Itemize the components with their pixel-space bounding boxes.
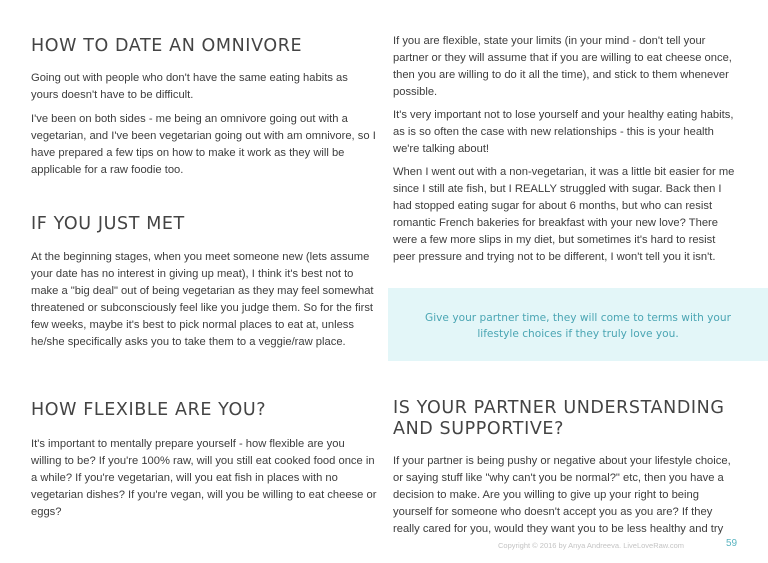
copyright-footer: Copyright © 2016 by Anya Andreeva. LiveLoveRaw.com [498,541,685,550]
paragraph-state-limits: If you are flexible, state your limits (in your mind - don't tell your partner or they will assume that if you are willing to eat cheese once, then you are willing to do it all the time), and stick to them whenever possible. [393,35,732,98]
paragraph-both-sides: I've been on both sides - me being an omnivore going out with a vegetarian, and I've been vegetarian going out with am omnivore, so I have prepared a few tips on how to make it work as they will be applicable for a raw foodie too. [31,113,376,176]
paragraph-non-vegetarian: When I went out with a non-vegetarian, it was a little bit easier for me since I still ate fish, but I REALLY struggled with sugar. Back then I had stopped eating sugar for about 6 months, but who can resist romantic French bakeries for breakfast with your new love? There were a few more slips in my diet, but sometimes it's hard to resist peer pressure and trying not to be different, I won't tell you it isn't. [393,166,735,263]
heading-if-you-just-met: IF YOU JUST MET [31,214,185,234]
callout-text: Give your partner time, they will come to terms with your lifestyle choices if they truly love you. [425,312,731,340]
heading-how-to-date-an-omnivore: HOW TO DATE AN OMNIVORE [31,36,303,56]
heading-how-flexible: HOW FLEXIBLE ARE YOU? [31,400,267,420]
paragraph-mentally-prepare: It's important to mentally prepare yourself - how flexible are you willing to be? If you're 100% raw, will you still eat cooked food once in a while? If you're vegetarian, will you eat fish in places with no vegetarian dishes? If you're vegan, will you be willing to eat cheese or eggs? [31,438,377,518]
paragraph-intro: Going out with people who don't have the same eating habits as yours doesn't have to be difficult. [31,72,348,101]
quote-callout [388,288,768,361]
paragraph-pushy-partner: If your partner is being pushy or negative about your lifestyle choice, or saying stuff like "why can't you be normal?" etc, then you have a decision to make. Are you willing to give up your right to being yourself for someone who doesn't accept you as you are? If they really cared for you, would they want you to be less healthy and try [393,455,731,535]
page-number: 59 [726,538,738,549]
heading-partner-supportive: IS YOUR PARTNER UNDERSTANDING AND SUPPORTIVE? [393,398,725,439]
paragraph-dont-lose-yourself: It's very important not to lose yourself and your healthy eating habits, as is so often the case with new relationships - this is your health we're talking about! [393,109,734,155]
paragraph-beginning-stages: At the beginning stages, when you meet someone new (lets assume your date has no interest in giving up meat), I think it's best not to make a "big deal" out of being vegetarian as they may feel somewhat threatened or subconsciously feel like you judge them. So for the first few weeks, maybe it's best to pick normal places to eat at, unless he/she specifically asks you to take them to a veggie/raw place. [31,251,374,348]
